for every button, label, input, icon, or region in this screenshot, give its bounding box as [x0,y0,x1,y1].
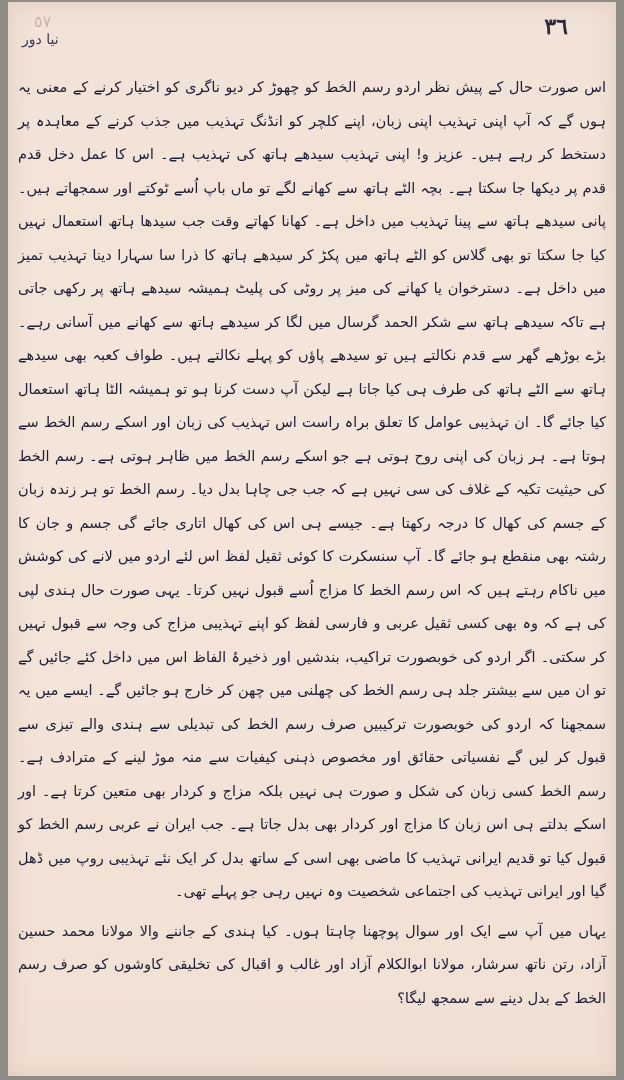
paragraph-2: یہاں میں آپ سے ایک اور سوال پوچھنا چاہتا ہوں۔ کیا ہندی کے جاننے والا مولانا محمد حسین آزاد، رتن ناتھ سرشار، مولانا ابوالکلام آزاد اور غالب و اقبال کی تخلیقی کاوشوں کو صرف رسم الخط کے بدل دینے سے سمجھ لیگا؟ [18,923,606,1007]
book-page [8,2,616,1076]
faint-page-number: ٥٧ [34,12,52,31]
page-number: ٣٦ [544,14,568,40]
paragraph-1: اس صورت حال کے پیش نظر اردو رسم الخط کو چھوڑ کر دیو ناگری کو اختیار کرنے کے معنی یہ ہوں گے کہ آپ اپنی تہذیب اپنی زبان، اپنے کلچر کو انڈنگ تہذیب میں جذب کرنے کے معاہدہ پر دستخط کر رہے ہیں۔ عزیز و! اپنی تہذیب سیدھے ہاتھ کی تہذیب ہے۔ اس کا عمل دخل قدم قدم پر دیکھا جا سکتا ہے۔ بچہ الٹے ہاتھ سے کھانے لگے تو ماں باپ اُسے ٹوکتے اور سمجھاتے ہیں۔ پانی سیدھے ہاتھ سے پینا تہذیب میں داخل ہے۔ کھانا کھاتے وقت جب سیدھا ہاتھ استعمال نہیں کیا جا سکتا تو بھی گلاس کو الٹے ہاتھ میں پکڑ کر سیدھے ہاتھ کا ذرا سا سہارا دینا تہذیب تمیز میں داخل ہے۔ دسترخوان یا کھانے کی میز پر روٹی کی پلیٹ ہمیشہ سیدھے ہاتھ پر رکھی جاتی ہے تاکہ سیدھے ہاتھ سے شکر الحمد گرسال میں لگا کر سیدھے ہاتھ سے کھانے میں آسانی رہے۔ بڑے بوڑھے گھر سے قدم نکالتے ہیں تو سیدھے پاؤں کو پہلے نکالتے ہیں۔ طواف کعبہ بھی سیدھے ہاتھ سے الٹے ہاتھ کی طرف ہی کیا جاتا ہے لیکن آپ دست کرنا ہو تو ہمیشہ الٹا ہاتھ استعمال کیا جائے گا۔ ان تہذیبی عوامل کا تعلق براہ راست اس تہذیب کی زبان اور اسکے رسم الخط سے ہوتا ہے۔ ہر زبان کی اپنی روح ہوتی ہے جو اسکے رسم الخط میں ظاہر ہوتی ہے۔ رسم الخط کی حیثیت تکیہ کے غلاف کی سی نہیں ہے کہ جب جی چاہا بدل دیا۔ رسم الخط تو ہر زندہ زبان کے جسم کی کھال کا درجہ رکھتا ہے۔ جیسے ہی اس کی کھال اتاری جائے گی جسم و جان کا رشتہ بھی منقطع ہو جائے گا۔ آپ سنسکرت کا کوئی ثقیل لفظ اس لئے اردو میں لانے کی کوشش میں ناکام رہتے ہیں کہ اس رسم الخط کا مزاج اُسے قبول نہیں کرتا۔ یہی صورت حال ہندی لپی کی ہے کہ وہ بھی کسی ثقیل عربی و فارسی لفظ کو اپنے تہذیبی مزاج کی وجہ سے قبول نہیں کر سکتی۔ اگر اردو کی خوبصورت تراکیب، بندشیں اور ذخیرۂ الفاظ اس میں داخل کئے جائیں گے تو ان میں سے بیشتر جلد ہی رسم الخط کی چھلنی میں چھن کر خارج ہو جائیں گے۔ ایسے میں یہ سمجھنا کہ اردو کی خوبصورت ترکیبیں صرف رسم الخط کی تبدیلی سے ہندی والے تیزی سے قبول کر لیں گے نفسیاتی حقائق اور مخصوص ذہنی کیفیات سے منہ موڑ لینے کے مترادف ہے۔ رسم الخط کسی زبان کی شکل و صورت ہی نہیں بلکہ مزاج و کردار بھی متعین کرتا ہے۔ اور اسکے بدلتے ہی اس زبان کا مزاج اور کردار بھی بدل جاتا ہے۔ جب ایران نے عربی رسم الخط کو قبول کیا تو قدیم ایرانی تہذیب کا ماضی بھی اسی کے ساتھ بدل کر ایک نئے تہذیبی روپ میں ڈھل گیا اور ایرانی تہذیب کی اجتماعی شخصیت وہ نہیں رہی جو پہلے تھی۔ [18,80,606,900]
article-body [18,72,606,1016]
running-header: نیا دور [22,32,59,48]
